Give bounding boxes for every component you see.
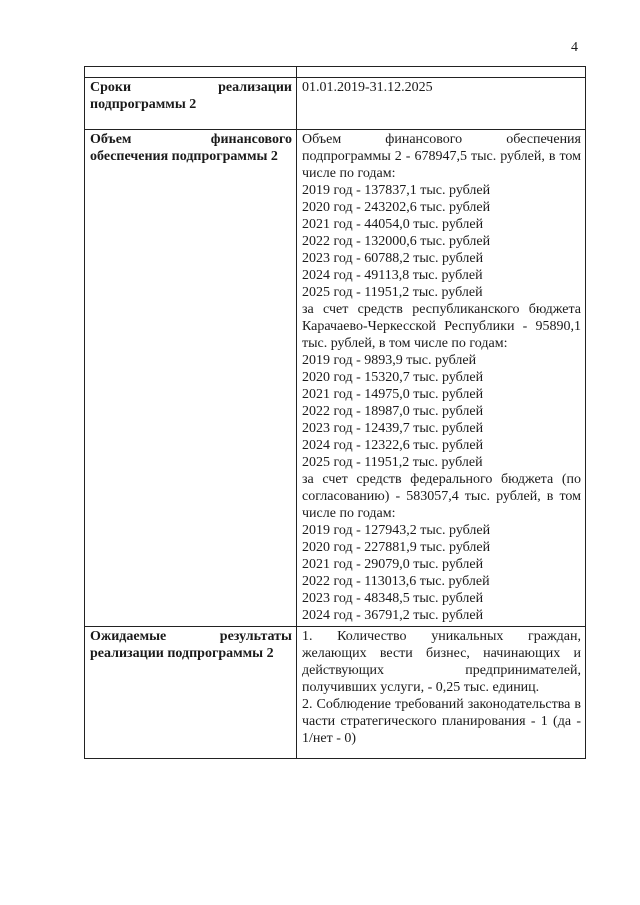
year-line: 2020 год - 243202,6 тыс. рублей	[302, 200, 491, 215]
year-line: 2023 год - 48348,5 тыс. рублей	[302, 591, 484, 606]
table-row	[85, 130, 586, 627]
table-header-row	[85, 67, 586, 78]
result-item: 2. Соблюдение требований законодательства в части стратегического планирования - 1 (да - 1/нет - 0)	[302, 697, 581, 746]
row-label	[85, 627, 297, 759]
year-line: 2024 год - 36791,2 тыс. рублей	[302, 608, 484, 623]
row-value	[297, 627, 586, 759]
label-text: Сроки реализации подпрограммы 2	[90, 80, 292, 112]
year-line: 2021 год - 44054,0 тыс. рублей	[302, 217, 484, 232]
label-text: Объем финансового обеспечения подпрограммы 2	[90, 132, 292, 164]
year-line: 2023 год - 60788,2 тыс. рублей	[302, 251, 484, 266]
table-row	[85, 78, 586, 130]
label-text: Ожидаемые результаты реализации подпрограммы 2	[90, 629, 292, 661]
year-line: 2019 год - 9893,9 тыс. рублей	[302, 353, 477, 368]
year-line: 2025 год - 11951,2 тыс. рублей	[302, 455, 483, 470]
table-row	[85, 627, 586, 759]
year-line: 2024 год - 12322,6 тыс. рублей	[302, 438, 484, 453]
year-line: 2020 год - 15320,7 тыс. рублей	[302, 370, 484, 385]
row-value	[297, 130, 586, 627]
row-label	[85, 130, 297, 627]
table-cell	[297, 67, 586, 78]
year-line: 2021 год - 29079,0 тыс. рублей	[302, 557, 484, 572]
year-line: 2023 год - 12439,7 тыс. рублей	[302, 421, 484, 436]
result-item: 1. Количество уникальных граждан, желающих вести бизнес, начинающих и действующих предпринимателей, получивших услуги, - 0,25 тыс. единиц.	[302, 629, 581, 695]
year-line: 2024 год - 49113,8 тыс. рублей	[302, 268, 483, 283]
year-line: 2019 год - 127943,2 тыс. рублей	[302, 523, 491, 538]
year-line: 2021 год - 14975,0 тыс. рублей	[302, 387, 484, 402]
year-line: 2025 год - 11951,2 тыс. рублей	[302, 285, 483, 300]
value-text: 01.01.2019-31.12.2025	[302, 80, 433, 95]
row-value	[297, 78, 586, 130]
page-number: 4	[571, 40, 578, 55]
year-line: 2022 год - 113013,6 тыс. рублей	[302, 574, 490, 589]
financing-intro: Объем финансового обеспечения подпрограммы 2 - 678947,5 тыс. рублей, в том числе по годам:	[302, 132, 581, 181]
federal-budget-intro: за счет средств федерального бюджета (по согласованию) - 583057,4 тыс. рублей, в том числе по годам:	[302, 472, 581, 521]
year-line: 2022 год - 18987,0 тыс. рублей	[302, 404, 484, 419]
row-label	[85, 78, 297, 130]
year-line: 2019 год - 137837,1 тыс. рублей	[302, 183, 491, 198]
year-line: 2022 год - 132000,6 тыс. рублей	[302, 234, 491, 249]
year-line: 2020 год - 227881,9 тыс. рублей	[302, 540, 491, 555]
subprogram-passport-table	[84, 66, 586, 759]
table-cell	[85, 67, 297, 78]
regional-budget-intro: за счет средств республиканского бюджета Карачаево-Черкесской Республики - 95890,1 тыс. рублей, в том числе по годам:	[302, 302, 581, 351]
